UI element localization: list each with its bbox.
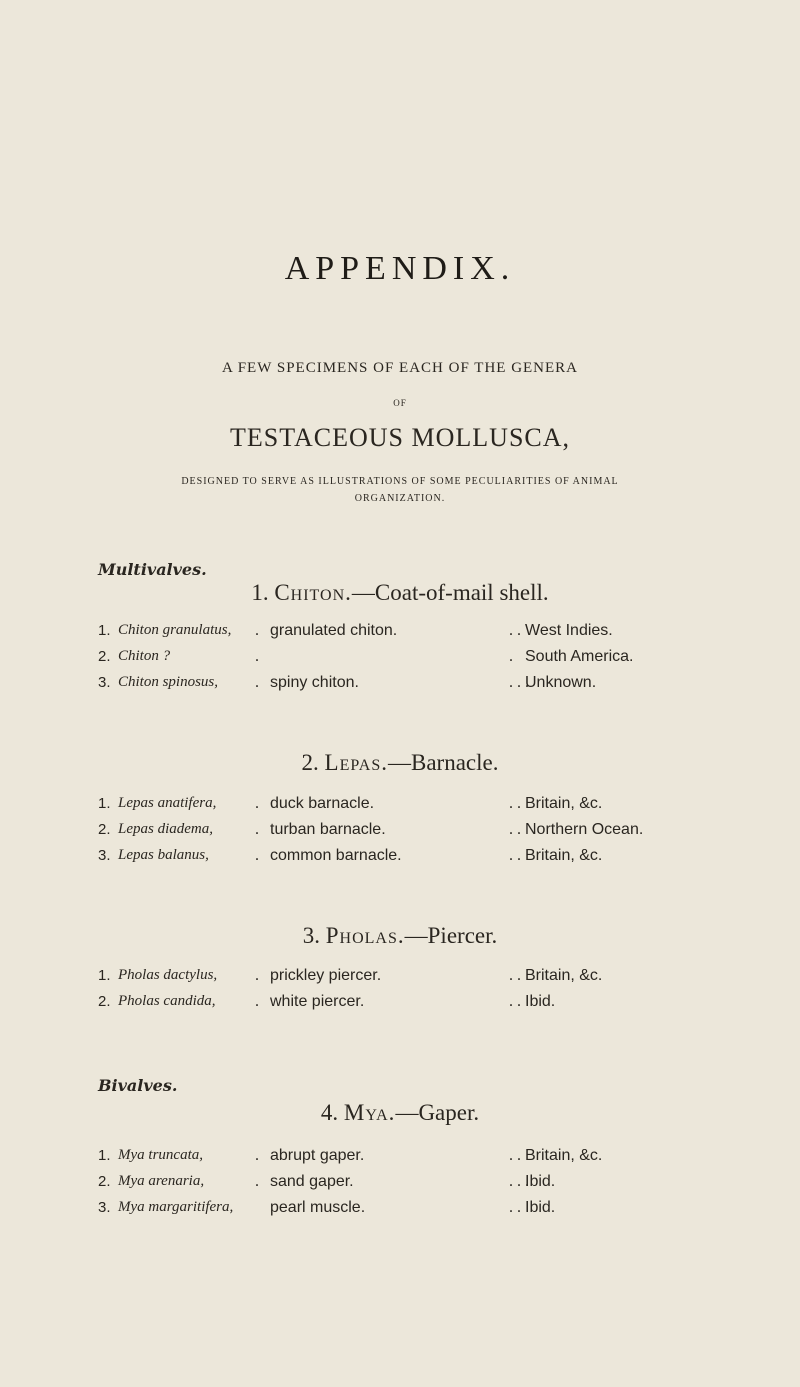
species-latin-name: Pholas candida,: [118, 993, 216, 1009]
species-common-name: granulated chiton.: [270, 622, 398, 639]
species-locality: Britain, &c.: [525, 967, 603, 984]
purpose-text: [0, 473, 800, 507]
genus-heading-chiton: [0, 580, 800, 606]
leader-dot: .: [255, 967, 259, 984]
species-common-name: spiny chiton.: [270, 674, 359, 691]
leader-dot: .: [255, 993, 259, 1010]
leader-dot: .: [255, 674, 259, 691]
species-row: [0, 1147, 800, 1171]
genus-name: Chiton.: [274, 580, 352, 605]
leader-dot: .: [255, 847, 259, 864]
species-locality: Northern Ocean.: [525, 821, 644, 838]
species-common-name: white piercer.: [270, 993, 365, 1010]
species-row: [0, 993, 800, 1017]
genus-common-name: —Gaper.: [395, 1100, 480, 1125]
genus-common-name: —Coat-of-mail shell.: [351, 580, 549, 605]
species-locality: South America.: [525, 648, 634, 665]
species-latin-name: Chiton ?: [118, 648, 171, 664]
species-number: 2.: [98, 993, 111, 1010]
leader-dots: . .: [509, 847, 521, 864]
species-row: [0, 648, 800, 672]
genus-number: 3.: [302, 923, 320, 948]
species-row: [0, 847, 800, 871]
species-common-name: pearl muscle.: [270, 1199, 366, 1216]
species-locality: Britain, &c.: [525, 1147, 603, 1164]
leader-dot: .: [255, 1173, 259, 1190]
species-number: 1.: [98, 622, 111, 639]
subject-heading: TESTACEOUS MOLLUSCA,: [229, 423, 571, 452]
leader-dots: . .: [509, 795, 521, 812]
species-common-name: turban barnacle.: [270, 821, 386, 838]
purpose-line-1: DESIGNED TO SERVE AS ILLUSTRATIONS OF SOME PECULIARITIES OF ANIMAL: [181, 476, 619, 487]
leader-dots: .: [509, 648, 513, 665]
species-latin-name: Lepas anatifera,: [118, 795, 217, 811]
species-locality: Ibid.: [525, 993, 556, 1010]
leader-dots: . . .: [509, 1173, 529, 1190]
division-bivalves: Bivalves.: [98, 1076, 178, 1095]
species-common-name: duck barnacle.: [270, 795, 375, 812]
genus-number: 1.: [251, 580, 269, 605]
species-row: [0, 622, 800, 646]
leader-dots: . .: [509, 967, 521, 984]
leader-dots: . .: [509, 1199, 521, 1216]
species-number: 3.: [98, 674, 111, 691]
leader-dots: . .: [509, 993, 521, 1010]
species-row: [0, 967, 800, 991]
species-locality: Britain, &c.: [525, 795, 603, 812]
species-number: 1.: [98, 967, 111, 984]
species-number: 2.: [98, 648, 111, 665]
leader-dots: . . .: [509, 674, 529, 691]
purpose-line-2: ORGANIZATION.: [354, 493, 446, 504]
species-latin-name: Pholas dactylus,: [118, 967, 218, 983]
leader-dot: .: [255, 795, 259, 812]
species-number: 3.: [98, 847, 111, 864]
species-locality: Ibid.: [525, 1173, 556, 1190]
species-row: [0, 674, 800, 698]
species-latin-name: Lepas balanus,: [118, 847, 209, 863]
species-common-name: prickley piercer.: [270, 967, 382, 984]
leader-dots: . .: [509, 622, 521, 639]
leader-dots: . .: [509, 821, 521, 838]
division-multivalves: Multivalves.: [98, 560, 207, 579]
leader-dot: .: [255, 821, 259, 838]
species-number: 1.: [98, 795, 111, 812]
species-row: [0, 1199, 800, 1223]
leader-dot: .: [255, 1147, 259, 1164]
genus-heading-mya: [0, 1100, 800, 1126]
species-number: 2.: [98, 1173, 111, 1190]
leader-dots: . .: [509, 1147, 521, 1164]
species-common-name: common barnacle.: [270, 847, 402, 864]
species-row: [0, 821, 800, 845]
species-locality: Britain, &c.: [525, 847, 603, 864]
genus-number: 2.: [301, 750, 319, 775]
species-number: 1.: [98, 1147, 111, 1164]
species-latin-name: Mya truncata,: [118, 1147, 203, 1163]
species-row: [0, 795, 800, 819]
leader-dot: .: [255, 648, 259, 665]
genus-common-name: —Barnacle.: [387, 750, 499, 775]
genus-number: 4.: [320, 1100, 339, 1125]
of-line: OF: [393, 398, 407, 408]
genus-common-name: —Piercer.: [404, 923, 498, 948]
page-title: APPENDIX.: [284, 250, 516, 287]
species-latin-name: Mya margaritifera,: [118, 1199, 234, 1215]
genus-name: Mya.: [343, 1100, 396, 1125]
species-number: 3.: [98, 1199, 111, 1216]
species-locality: Ibid.: [525, 1199, 556, 1216]
species-latin-name: Chiton granulatus,: [118, 622, 232, 638]
species-locality: West Indies.: [525, 622, 613, 639]
species-common-name: sand gaper.: [270, 1173, 354, 1190]
genus-heading-lepas: [0, 750, 800, 776]
species-locality: Unknown.: [525, 674, 597, 691]
genus-name: Lepas.: [324, 750, 388, 775]
species-row: [0, 1173, 800, 1197]
species-latin-name: Lepas diadema,: [118, 821, 213, 837]
species-common-name: abrupt gaper.: [270, 1147, 365, 1164]
genus-name: Pholas.: [325, 923, 405, 948]
species-latin-name: Chiton spinosus,: [118, 674, 219, 690]
species-latin-name: Mya arenaria,: [118, 1173, 205, 1189]
genus-heading-pholas: [0, 923, 800, 949]
intro-line: A FEW SPECIMENS OF EACH OF THE GENERA: [221, 360, 579, 376]
species-number: 2.: [98, 821, 111, 838]
leader-dot: .: [255, 622, 259, 639]
